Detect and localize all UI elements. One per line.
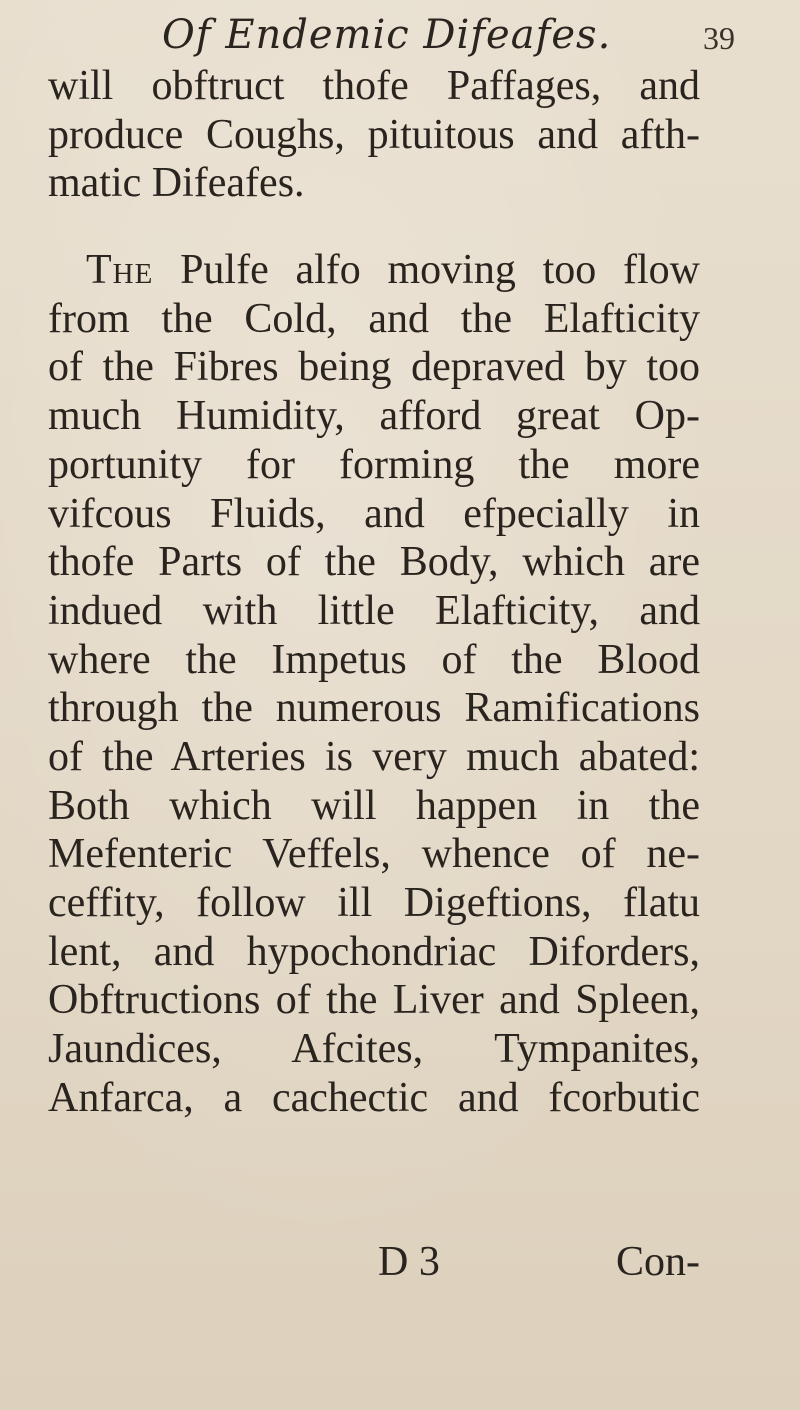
- text-line: where the Impetus of the Blood: [48, 636, 700, 683]
- text-line: of the Arteries is very much abated:: [48, 733, 700, 780]
- paragraph-first-line: [48, 246, 700, 295]
- catch-line: [48, 1238, 700, 1286]
- body-text: [48, 62, 700, 1122]
- text-line: Obftructions of the Liver and Spleen,: [48, 977, 700, 1024]
- paragraph-lead-word: The: [86, 247, 154, 294]
- page-number: 39: [703, 20, 735, 56]
- text-line: produce Coughs, pituitous and afth-: [48, 111, 700, 158]
- text-line: portunity for forming the more: [48, 441, 700, 488]
- text-line: through the numerous Ramifications: [48, 685, 700, 732]
- signature-mark: D 3: [378, 1239, 440, 1285]
- paragraph-first-line-rest: Pulfe alfo moving too flow: [180, 247, 700, 294]
- paragraph-gap: [48, 208, 700, 246]
- text-line: Jaundices, Afcites, Tympanites,: [48, 1026, 700, 1073]
- text-line: matic Difeafes.: [48, 160, 305, 207]
- text-line: ceffity, follow ill Digeftions, flatu: [48, 880, 700, 926]
- text-line: lent, and hypochondriac Diforders,: [48, 928, 700, 975]
- catchword: Con-: [616, 1239, 700, 1285]
- text-line: Mefenteric Veffels, whence of ne-: [48, 831, 700, 878]
- text-line: much Humidity, afford great Op-: [48, 393, 700, 440]
- text-line: Anfarca, a cachectic and fcorbutic: [48, 1074, 700, 1121]
- text-line: vifcous Fluids, and efpecially in: [48, 490, 700, 537]
- text-line: from the Cold, and the Elafticity: [48, 295, 700, 342]
- running-head: Of Endemic Difeafes.: [162, 12, 612, 58]
- text-line: of the Fibres being depraved by too: [48, 344, 700, 391]
- text-line: will obftruct thofe Paffages, and: [48, 63, 700, 109]
- text-line: Both which will happen in the: [48, 782, 700, 829]
- text-line: thofe Parts of the Body, which are: [48, 539, 700, 586]
- text-line: indued with little Elafticity, and: [48, 587, 700, 634]
